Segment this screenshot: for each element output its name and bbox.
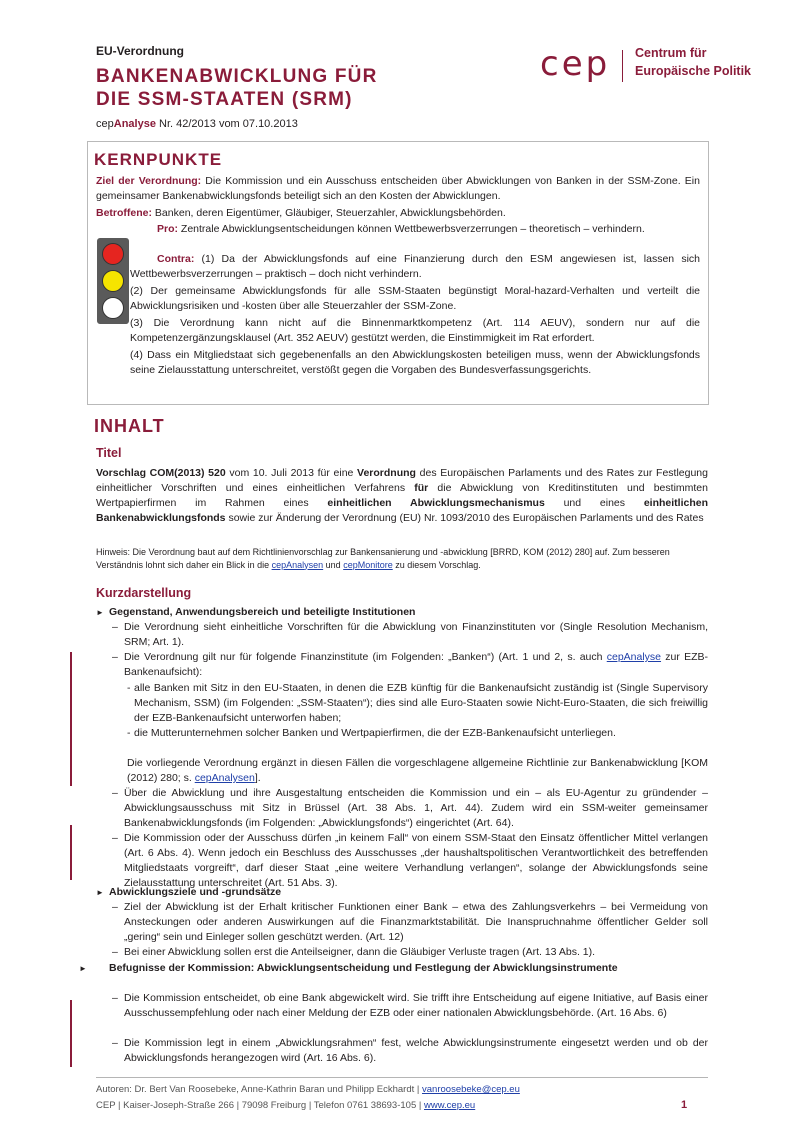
titel-text-5: sowie zur Änderung der Verordnung (EU) Nr. 1093/2010 des Europäischen Parlaments und des Rates <box>225 512 704 524</box>
s1-note <box>127 756 708 786</box>
cep-analysen-link-2[interactable]: cepAnalysen <box>194 772 255 784</box>
titel-mechanism: einheitlichen Abwicklungsmechanismus <box>327 497 545 509</box>
change-bar <box>70 652 72 786</box>
kernpunkte-title: KERNPUNKTE <box>94 150 223 169</box>
s1-dash-2 <box>124 650 708 680</box>
section-1-heading <box>96 605 415 620</box>
cep-analysen-link[interactable]: cepAnalysen <box>271 559 324 570</box>
analysis-number-date: Nr. 42/2013 vom 07.10.2013 <box>155 118 298 130</box>
s1-dash-4: Die Kommission oder der Ausschuss dürfen „in keinem Fall“ von einem SSM-Staat den Einsatz öffentlicher Mittel verlangen (Art. 6 Abs. 4). Wenn jedoch ein Beschluss des Ausschusses „der haushaltspolitischen Verantwortlichkeit des betreffenden Mitgliedstaats vorgreift“, darf dieser Staat „eine weitere Verhandlung verlangen“, solange der Abwicklungsfonds seine Zielausstattung unterschreitet (Art. 51 Abs. 3). <box>124 832 708 889</box>
author-email-link[interactable]: vanroosebeke@cep.eu <box>422 1084 520 1095</box>
titel-text-4: und eines <box>544 497 644 509</box>
s3-dash-1: Die Kommission entscheidet, ob eine Bank abgewickelt wird. Sie trifft ihre Entscheidung auf eigene Initiative, auf Basis einer Ausschussempfehlung oder nach einer Meldung der EZB oder einer nationalen Abwicklungsbehörde. (Art. 16 Abs. 6) <box>124 992 708 1019</box>
section-2-heading <box>96 885 281 900</box>
website-link[interactable]: www.cep.eu <box>423 1100 476 1111</box>
dash-icon: – <box>112 992 118 1004</box>
triangle-bullet-icon: ► <box>79 964 87 973</box>
s1-note-text-a: Die vorliegende Verordnung ergänzt in diesen Fällen die vorgeschlagene allgemeine Richtlinie zur Bankenabwicklung [KOM (2012) 280; s. <box>127 757 708 784</box>
titel-text-1: vom 10. Juli 2013 für eine <box>225 467 358 479</box>
s3-dash-2: Die Kommission legt in einem „Abwicklungsrahmen“ fest, welche Abwicklungsinstrumente eingesetzt werden und ob der Abwicklungsfonds herangezogen wird (Art. 16 Abs. 6). <box>124 1037 708 1064</box>
document-type: EU-Verordnung <box>96 44 185 58</box>
cep-logo <box>532 44 762 94</box>
sub-dash-icon: - <box>127 682 131 694</box>
ziel-text: Die Kommission und ein Ausschuss entscheiden über Abwicklungen von Banken in der SSM-Zone. Ein gemeinsamer Bankenabwicklungsfonds beteiligt sich an den Kosten der Abwicklungen. <box>96 175 700 202</box>
kernpunkte-contra-2: (2) Der gemeinsame Abwicklungsfonds für alle SSM-Staaten begünstigt Moral-hazard-Verhalten und verteilt die Abwicklungsrisiken und -kosten über alle Steuerzahler der SSM-Zone. <box>130 285 700 312</box>
contra-label: Contra: <box>157 253 195 265</box>
titel-verordnung: Verordnung <box>357 467 416 479</box>
hint-text-1: Hinweis: Die Verordnung baut auf dem Richtlinienvorschlag zur Bankensanierung und -abwicklung [BRRD, KOM (2012) 280] auf. Zum besseren Verständnis lohnt sich daher ein Blick in die <box>96 547 670 570</box>
titel-fuer: für <box>414 482 429 494</box>
titel-text-2: des Europäischen Parlaments und des Rates zur Festlegung einheitlicher Vorschriften und eines einheitlichen Verfahrens <box>96 467 708 494</box>
logo-mark: cep <box>540 44 611 84</box>
pro-text: Zentrale Abwicklungsentscheidungen können Wettbewerbsverzerrungen – theoretisch – verhindern. <box>178 223 645 235</box>
sub-dash-icon: - <box>127 727 131 739</box>
s1-sub-2: die Mutterunternehmen solcher Banken und Wertpapierfirmen, die der EZB-Bankenaufsicht unterliegen. <box>134 727 616 739</box>
dash-icon: – <box>112 651 118 663</box>
cep-analyse-link[interactable]: cepAnalyse <box>606 651 662 663</box>
dash-icon: – <box>112 901 118 913</box>
document-title-line1: BANKENABWICKLUNG FÜR <box>96 66 378 87</box>
dash-icon: – <box>112 946 118 958</box>
s1-sub-1: alle Banken mit Sitz in den EU-Staaten, in denen die EZB künftig für die Bankenaufsicht zuständig ist (Single Supervisory Mechanism, SSM) (im Folgenden: „SSM-Staaten“); dies sind alle Euro-Staaten sowie Nicht-Euro-Staaten, die sich freiwillig der EZB-Bankenaufsicht unterworfen haben; <box>134 682 708 724</box>
s1-note-text-b: ]. <box>254 772 261 784</box>
s1-dash-3: Über die Abwicklung und ihre Ausgestaltung entscheiden die Kommission und ein – als EU-Agentur zu gründender – Abwicklungsausschuss mit Sitz in Brüssel (Art. 38 Abs. 1, Art. 44). Zudem wird ein SSM-weiter gemeinsamer Bankenabwicklungsfonds (im Folgenden: „Abwicklungsfonds“) eingerichtet (Art. 64). <box>124 787 708 829</box>
traffic-light-red <box>102 243 124 265</box>
address-text: CEP | Kaiser-Joseph-Straße 266 | 79098 Freiburg | Telefon 0761 38693-105 | <box>96 1100 424 1111</box>
change-bar <box>70 825 72 880</box>
section-3-title: Befugnisse der Kommission: Abwicklungsentscheidung und Festlegung der Abwicklungsinstrumente <box>109 962 618 974</box>
kernpunkte-contra-4: (4) Dass ein Mitgliedstaat sich gegebenenfalls an den Abwicklungskosten beteiligen muss, wenn der Abwicklungsfonds seine Zielausstattung unterschreitet, verstößt gegen die Vorgaben des Bundesverfassungsgerichts. <box>130 349 700 376</box>
footer-address <box>96 1100 475 1111</box>
s1-dash-1: Die Verordnung sieht einheitliche Vorschriften für die Abwicklung von Finanzinstituten vor (Single Resolution Mechanism, SRM; Art. 1). <box>124 621 708 648</box>
section-2-title: Abwicklungsziele und -grundsätze <box>109 886 282 898</box>
analysis-prefix: cep <box>96 118 114 130</box>
dash-icon: – <box>112 621 118 633</box>
titel-text-3: die Abwicklung von Kreditinstituten und bestimmten Wertpapierfirmen im Rahmen eines <box>96 482 708 509</box>
footer-authors <box>96 1084 520 1095</box>
dash-icon: – <box>112 1037 118 1049</box>
hint-text-3: zu diesem Vorschlag. <box>392 559 481 570</box>
pro-label: Pro: <box>157 223 178 235</box>
authors-text: Autoren: Dr. Bert Van Roosebeke, Anne-Kathrin Baran und Philipp Eckhardt | <box>96 1084 423 1095</box>
triangle-bullet-icon: ► <box>96 888 104 897</box>
cep-monitore-link[interactable]: cepMonitore <box>343 559 393 570</box>
s2-dash-1: Ziel der Abwicklung ist der Erhalt kritischer Funktionen einer Bank – etwa des Zahlungsverkehrs – bei Vermeidung von Ansteckungen oder anderen Auswirkungen auf die Finanzmarktstabilität. Die Inanspruchnahme öffentlicher Gelder soll „gering“ sein und Einleger sollen geschützt werden. (Art. 12) <box>124 901 708 943</box>
dash-icon: – <box>112 787 118 799</box>
titel-proposal: Vorschlag COM(2013) 520 <box>96 467 226 479</box>
kernpunkte-ziel <box>96 174 700 204</box>
titel-fund: einheitlichen Bankenabwicklungsfonds <box>96 497 709 524</box>
logo-org-line2: Europäische Politik <box>635 64 752 78</box>
s2-dash-2: Bei einer Abwicklung sollen erst die Anteilseigner, dann die Gläubiger Verluste tragen (Art. 13 Abs. 1). <box>124 946 596 958</box>
ziel-label: Ziel der Verordnung: <box>96 175 202 187</box>
contra-1-text: (1) Da der Abwicklungsfonds auf eine Finanzierung durch den ESM angewiesen ist, lassen sich Wettbewerbsverzerrungen – praktisch – doch nicht verhindern. <box>130 253 700 280</box>
traffic-light-off <box>102 297 124 319</box>
logo-org-line1: Centrum für <box>635 46 707 60</box>
logo-divider <box>622 50 623 82</box>
kernpunkte-contra-3: (3) Die Verordnung kann nicht auf die Binnenmarktkompetenz (Art. 114 AEUV), sondern nur auf die Kompetenzergänzungsklausel (Art. 352 AEUV) gestützt werden, die Einstimmigkeit im Rat erfordert. <box>130 317 700 344</box>
s1-d2-text-b: zur EZB-Bankenaufsicht): <box>124 651 709 678</box>
section-3-heading <box>79 961 708 976</box>
traffic-light-yellow <box>102 270 124 292</box>
kernpunkte-betroffene <box>96 206 700 221</box>
betroffene-label: Betroffene: <box>96 207 153 219</box>
traffic-light-icon <box>97 238 129 324</box>
dash-icon: – <box>112 832 118 844</box>
kernpunkte-contra-1 <box>130 252 700 282</box>
hinweis-note <box>96 546 708 571</box>
betroffene-text: Banken, deren Eigentümer, Gläubiger, Steuerzahler, Abwicklungsbehörden. <box>152 207 506 219</box>
inhalt-title: INHALT <box>94 416 165 436</box>
titel-heading: Titel <box>96 446 122 460</box>
titel-paragraph <box>96 466 708 526</box>
change-bar <box>70 1000 72 1067</box>
kernpunkte-pro <box>157 222 700 237</box>
s1-d2-text-a: Die Verordnung gilt nur für folgende Finanzinstitute (im Folgenden: „Banken“) (Art. 1 und 2, s. auch <box>124 651 607 663</box>
analysis-reference <box>96 118 298 130</box>
section-1-title: Gegenstand, Anwendungsbereich und beteiligte Institutionen <box>109 606 416 618</box>
document-title-line2: DIE SSM-STAATEN (SRM) <box>96 89 353 110</box>
triangle-bullet-icon: ► <box>96 608 104 617</box>
footer-divider <box>96 1077 708 1078</box>
hint-text-2: und <box>323 559 344 570</box>
page-number: 1 <box>681 1099 688 1111</box>
analysis-word: Analyse <box>113 118 156 130</box>
kurzdarstellung-heading: Kurzdarstellung <box>96 586 192 600</box>
